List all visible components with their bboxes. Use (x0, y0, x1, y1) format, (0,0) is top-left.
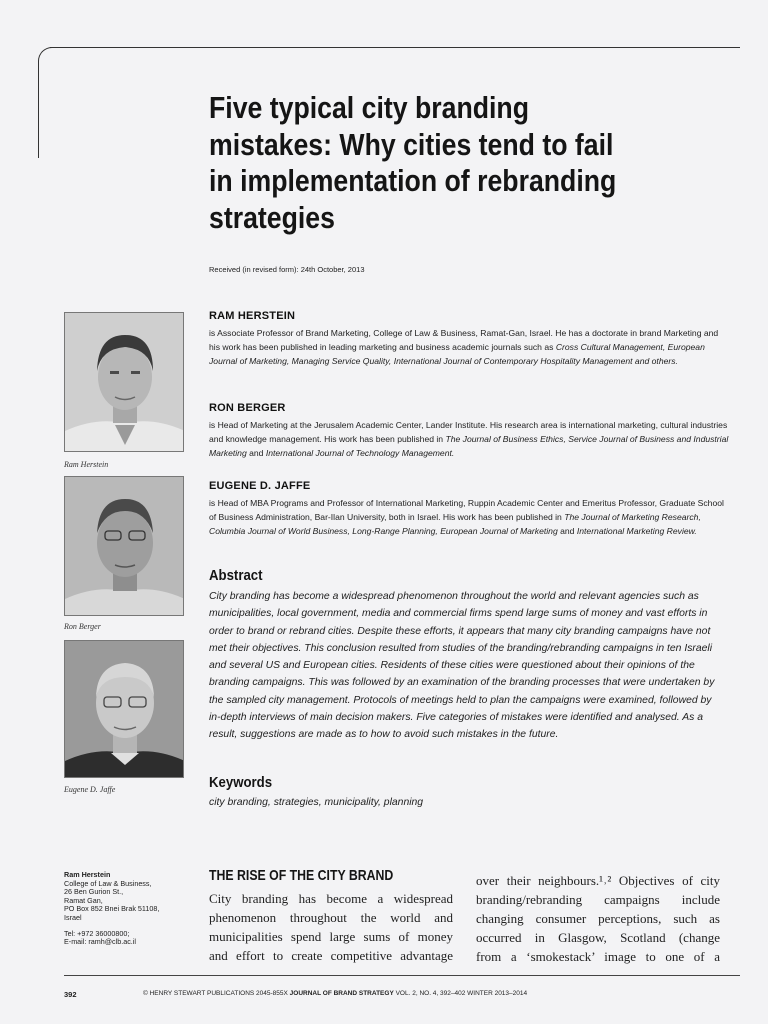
address-line: PO Box 852 Bnei Brak 51108, (64, 904, 160, 914)
author-bio: is Associate Professor of Brand Marketing, College of Law & Business, Ramat-Gan, Israel. He has a doctorate in brand Marketing and his work has been published in leading marketing and business academic journals such as Cross Cultural Management, European Journal of Marketing, Managing Service Quality, International Journal of Contemporary Hospitality Management and others. (209, 328, 719, 366)
contact-name: Ram Herstein (64, 870, 111, 879)
author-name: RON BERGER (209, 402, 286, 414)
title-line: strategies (209, 199, 335, 235)
contact-email: E-mail: ramh@clb.ac.il (64, 937, 136, 947)
abstract-text: City branding has become a widespread phenomenon throughout the world and relevant agencies such as municipalities, local government, media and commercial firms spend large sums of money and vast efforts in order to brand or rebrand cities. Despite these efforts, it appears that many city branding campaigns have not met their objectives. This conclusion resulted from studies of the branding/rebranding campaigns in ten Israeli and several US and European cities. Residents of these cities were questioned about their opinions of the branding campaigns. This was followed by an examination of the branding processes that were undertaken by the sampled city management. Protocols of meetings held to plan the campaigns were examined, followed by in-depth interviews of main decision makers. Five categories of mistakes were identified and analysed. As a result, suggestions are made as to how to avoid such mistakes in the future. (209, 591, 715, 741)
footer-rule (64, 975, 740, 976)
author-photo-berger (64, 476, 184, 616)
title-line: in implementation of rebranding (209, 163, 617, 198)
body-line: phenomenon throughout the world and (209, 910, 453, 925)
correspondence-address (64, 871, 194, 947)
address-line: 26 Ben Gurion St., (64, 887, 124, 897)
keywords-heading: Keywords (209, 774, 273, 791)
address-line: Israel (64, 912, 82, 922)
author-block-berger (209, 402, 729, 460)
section-heading: THE RISE OF THE CITY BRAND (209, 867, 394, 884)
author-block-herstein (209, 310, 729, 368)
photo-caption: Ron Berger (64, 622, 101, 631)
abstract-heading: Abstract (209, 567, 263, 584)
author-name: EUGENE D. JAFFE (209, 480, 311, 492)
body-line: municipalities spend large sums of money (209, 929, 453, 944)
footer-issue: VOL. 2, NO. 4, 392–402 WINTER 2013–2014 (395, 990, 528, 997)
body-line: and effort to create competitive advantage (209, 948, 453, 963)
contact-tel: Tel: +972 36000800; (64, 928, 130, 938)
body-line: over their neighbours.¹˒² Objectives of city (476, 873, 720, 888)
received-date: Received (in revised form): 24th October, 2013 (209, 265, 365, 274)
body-column-right (476, 871, 720, 966)
photo-caption: Eugene D. Jaffe (64, 785, 116, 794)
keywords-text: city branding, strategies, municipality, planning (209, 797, 424, 808)
author-photo-jaffe (64, 640, 184, 778)
footer-citation (143, 990, 527, 997)
page-number: 392 (64, 990, 77, 999)
author-bio: is Head of MBA Programs and Professor of International Marketing, Ruppin Academic Center and Emeritus Professor, Graduate School of Business Administration, Bar-Ilan University, both in Israel. His work has been published in The Journal of Marketing Research, Columbia Journal of World Business, Long-Range Planning, European Journal of Marketing and International Marketing Review. (209, 498, 724, 536)
body-line: branding/rebranding campaigns include (476, 892, 720, 907)
footer-journal: JOURNAL OF BRAND STRATEGY (289, 990, 394, 997)
frame-corner (38, 47, 54, 65)
author-name: RAM HERSTEIN (209, 310, 296, 322)
article-title (209, 90, 639, 236)
author-block-jaffe (209, 480, 729, 538)
body-line: City branding has become a widespread (209, 891, 453, 906)
body-line: changing consumer perceptions, such as (476, 911, 720, 926)
title-line: mistakes: Why cities tend to fail (209, 126, 614, 162)
author-photo-herstein (64, 312, 184, 452)
footer-publisher: © HENRY STEWART PUBLICATIONS 2045-855X (143, 990, 288, 997)
photo-caption: Ram Herstein (64, 460, 109, 469)
body-line: occurred in Glasgow, Scotland (change (476, 930, 720, 945)
body-line: from a ‘smokestack’ image to one of a (476, 949, 720, 964)
frame-top-rule (50, 47, 740, 48)
address-line: Ramat Gan, (64, 895, 103, 905)
address-line: College of Law & Business, (64, 878, 152, 888)
frame-left-rule (38, 62, 39, 158)
body-column-left (209, 889, 453, 965)
author-bio: is Head of Marketing at the Jerusalem Academic Center, Lander Institute. His research area is international marketing, cultural industries and knowledge management. His work has been published in The Journal of Business Ethics, Service Journal of Business and Industrial Marketing and International Journal of Technology Management. (209, 420, 729, 458)
title-line: Five typical city branding (209, 90, 530, 125)
